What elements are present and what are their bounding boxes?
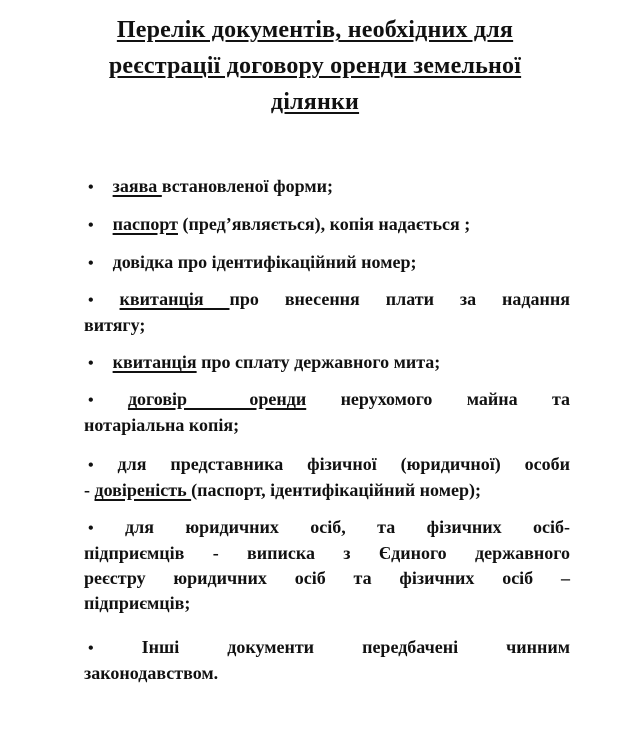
bullet-icon: • xyxy=(88,179,94,196)
list-item xyxy=(84,515,570,616)
bullet-icon: • xyxy=(88,355,94,372)
item-keyword: квитанція xyxy=(112,352,197,372)
item-text: довідка про ідентифікаційний номер; xyxy=(112,252,417,272)
list-item xyxy=(88,174,548,200)
item-text: про внесення плати за надання xyxy=(229,289,570,309)
item-line-1 xyxy=(88,287,570,313)
bullet-icon: • xyxy=(88,255,94,272)
item-text: (паспорт, ідентифікаційний номер); xyxy=(191,480,481,500)
item-keyword: квитанція xyxy=(119,289,230,309)
item-text: для представника фізичної (юридичної) особи xyxy=(117,454,570,474)
page-title: Перелік документів, необхідних для реєстрації договору оренди земельної ділянки xyxy=(108,17,522,115)
item-line-4: підприємців; xyxy=(84,593,191,613)
bullet-icon: • xyxy=(88,292,94,309)
bullet-icon: • xyxy=(88,392,94,409)
item-line-2: підприємців - виписка з Єдиного державного xyxy=(84,543,570,563)
list-item xyxy=(88,212,568,238)
item-keyword: паспорт xyxy=(112,214,178,234)
item-line-1 xyxy=(88,387,570,413)
item-text: нерухомого майна та xyxy=(340,389,571,409)
item-text: для юридичних осіб, та фізичних осіб- xyxy=(125,517,570,537)
item-line-1 xyxy=(88,452,570,478)
item-text: Інші документи передбачені чинним xyxy=(141,637,571,657)
list-item xyxy=(88,350,568,376)
bullet-icon: • xyxy=(88,457,94,474)
item-dash: - xyxy=(84,480,95,500)
item-text: про сплату державного мита; xyxy=(196,352,441,372)
list-item xyxy=(84,635,571,686)
list-item xyxy=(84,452,570,503)
item-keyword: довіреність xyxy=(94,480,192,500)
item-line-2: витягу; xyxy=(84,315,146,335)
bullet-icon: • xyxy=(88,640,94,657)
item-line-2: законодавством. xyxy=(84,663,219,683)
list-item xyxy=(84,287,570,338)
item-keyword: договір оренди xyxy=(127,389,307,409)
bullet-icon: • xyxy=(88,217,94,234)
item-line-1 xyxy=(88,515,570,541)
item-text: встановленої форми; xyxy=(161,176,333,196)
item-keyword: заява xyxy=(112,176,162,196)
item-line-2: нотаріальна копія; xyxy=(84,415,240,435)
item-text: (пред’являється), копія надається ; xyxy=(177,214,471,234)
item-line-3: реєстру юридичних осіб та фізичних осіб – xyxy=(84,568,570,588)
list-item xyxy=(84,387,571,438)
item-line-2 xyxy=(84,478,570,503)
item-line-1 xyxy=(88,635,570,661)
list-item xyxy=(88,250,568,276)
bullet-icon: • xyxy=(88,520,94,537)
